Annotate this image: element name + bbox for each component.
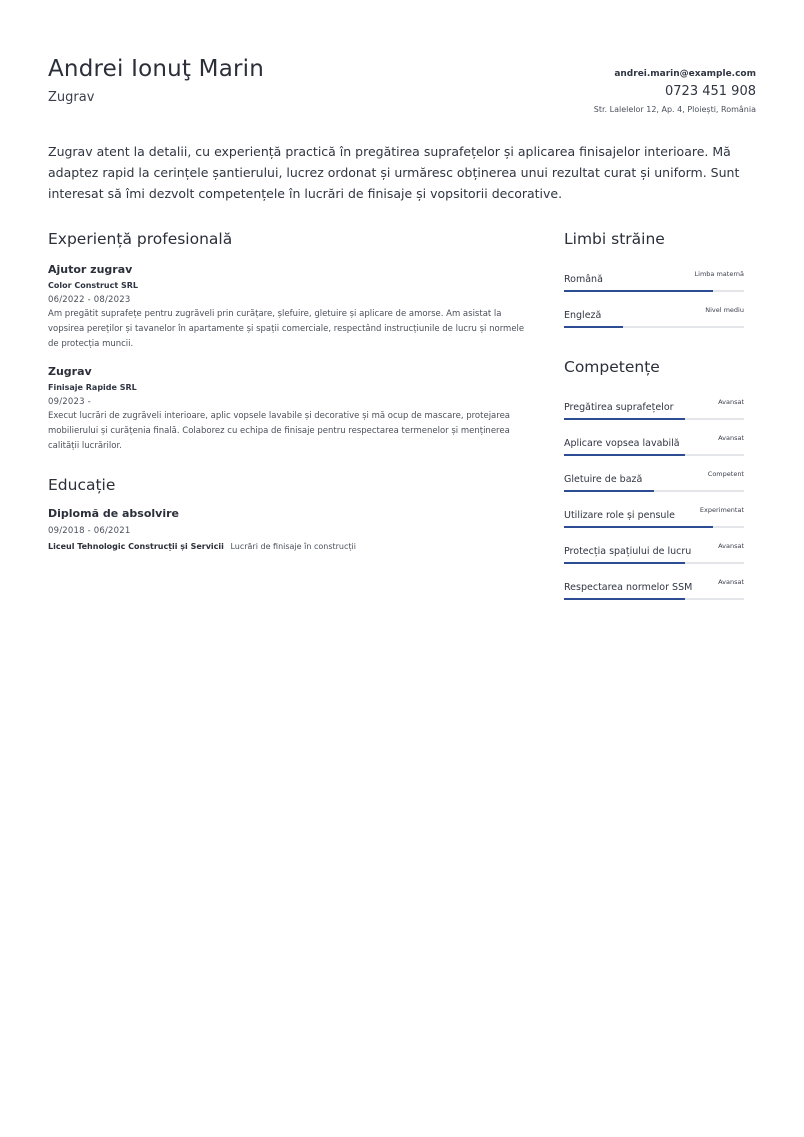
skill-name: Română: [564, 274, 603, 285]
skills-list: [564, 390, 744, 606]
skill-name: Respectarea normelor SSM: [564, 582, 693, 593]
candidate-name: Andrei Ionuţ Marin: [48, 56, 265, 82]
degree-dates: 09/2018 - 06/2021: [48, 526, 131, 536]
skills-section: [564, 356, 744, 606]
skill-level-bar: [564, 326, 623, 328]
contact-phone[interactable]: 0723 451 908: [665, 84, 756, 99]
skill-level: Nivel mediu: [705, 306, 744, 314]
skill-level-track: [564, 490, 744, 492]
skill-level-track: [564, 326, 744, 328]
rated-skill-item: [564, 390, 744, 426]
skill-level: Limba maternă: [694, 270, 744, 278]
job-description: Am pregătit suprafețe pentru zugrăveli prin curățare, șlefuire, gletuire și aplicare de amorse. Am asistat la vopsirea pereților și tavanelor în apartamente și spații comerciale, respectând instrucțiunile de lucru și normele de protecția muncii.: [48, 309, 525, 349]
job-title: Zugrav: [48, 365, 92, 378]
education-title: Educație: [48, 476, 116, 494]
job-description: Execut lucrări de zugrăveli interioare, aplic vopsele lavabile și decorative și mă ocup de mascare, protejarea mobilierului și curățenia finală. Colaborez cu echipa de finisaje pentru respectarea termenelor și menținerea calității lucrărilor.: [48, 411, 511, 451]
skill-level-bar: [564, 454, 685, 456]
contact-address: Str. Lalelelor 12, Ap. 4, Ploiești, România: [593, 105, 756, 114]
rated-skill-item: [564, 462, 744, 498]
profile-summary: Zugrav atent la detalii, cu experiență practică în pregătirea suprafețelor și aplicarea finisajelor interioare. Mă adaptez rapid la cerințele șantierului, lucrez ordonat și urmăresc obținerea unui rezultat curat și uniform. Sunt interesat să îmi dezvolt competențele în lucrări de finisaje și vopsitorii decorative.: [48, 144, 740, 201]
languages-title: Limbi străine: [564, 230, 665, 248]
rated-skill-item: [564, 534, 744, 570]
skill-level: Avansat: [718, 398, 744, 406]
job-title: Ajutor zugrav: [48, 263, 133, 276]
contact-email[interactable]: andrei.marin@example.com: [614, 69, 756, 79]
skills-title: Competențe: [564, 358, 660, 376]
skill-level-track: [564, 290, 744, 292]
skill-name: Gletuire de bază: [564, 474, 643, 485]
rated-skill-item: [564, 262, 744, 298]
experience-list: [48, 262, 534, 454]
skill-level-track: [564, 526, 744, 528]
rated-skill-item: [564, 498, 744, 534]
skill-level-bar: [564, 526, 713, 528]
skill-level: Competent: [707, 470, 744, 478]
skill-level-bar: [564, 598, 685, 600]
skill-name: Engleză: [564, 310, 602, 321]
languages-list: [564, 262, 744, 334]
job-dates: 09/2023 -: [48, 397, 91, 407]
resume-header: [48, 56, 756, 126]
skill-name: Aplicare vopsea lavabilă: [564, 438, 680, 449]
skill-name: Pregătirea suprafețelor: [564, 402, 674, 413]
skill-name: Utilizare role și pensule: [564, 510, 675, 521]
experience-title: Experiență profesională: [48, 230, 233, 248]
skill-level-track: [564, 598, 744, 600]
rated-skill-item: [564, 298, 744, 334]
side-column: [564, 228, 744, 606]
job-dates: 06/2022 - 08/2023: [48, 295, 131, 305]
education-item: [48, 506, 534, 553]
rated-skill-item: [564, 426, 744, 462]
job-company: Finisaje Rapide SRL: [48, 383, 137, 392]
experience-section: [48, 228, 534, 454]
education-list: [48, 506, 534, 553]
experience-item: [48, 262, 534, 352]
degree-institution-line: [48, 540, 534, 553]
main-column: [48, 228, 534, 553]
contact-block: [594, 67, 756, 116]
skill-level-bar: [564, 418, 685, 420]
languages-section: [564, 228, 744, 334]
skill-level-track: [564, 454, 744, 456]
skill-level: Experimentat: [699, 506, 744, 514]
skill-level-bar: [564, 562, 685, 564]
skill-level: Avansat: [718, 578, 744, 586]
rated-skill-item: [564, 570, 744, 606]
experience-item: [48, 364, 534, 454]
study-field: Lucrări de finisaje în construcții: [230, 542, 356, 551]
skill-level-track: [564, 562, 744, 564]
candidate-role: Zugrav: [48, 90, 95, 105]
skill-level-bar: [564, 490, 654, 492]
skill-level: Avansat: [718, 434, 744, 442]
degree-title: Diplomă de absolvire: [48, 507, 179, 520]
skill-level: Avansat: [718, 542, 744, 550]
job-company: Color Construct SRL: [48, 281, 138, 290]
skill-level-track: [564, 418, 744, 420]
skill-level-bar: [564, 290, 713, 292]
skill-name: Protecția spațiului de lucru: [564, 546, 692, 557]
education-section: [48, 474, 534, 553]
school-name: Liceul Tehnologic Construcții și Servicii: [48, 542, 224, 551]
